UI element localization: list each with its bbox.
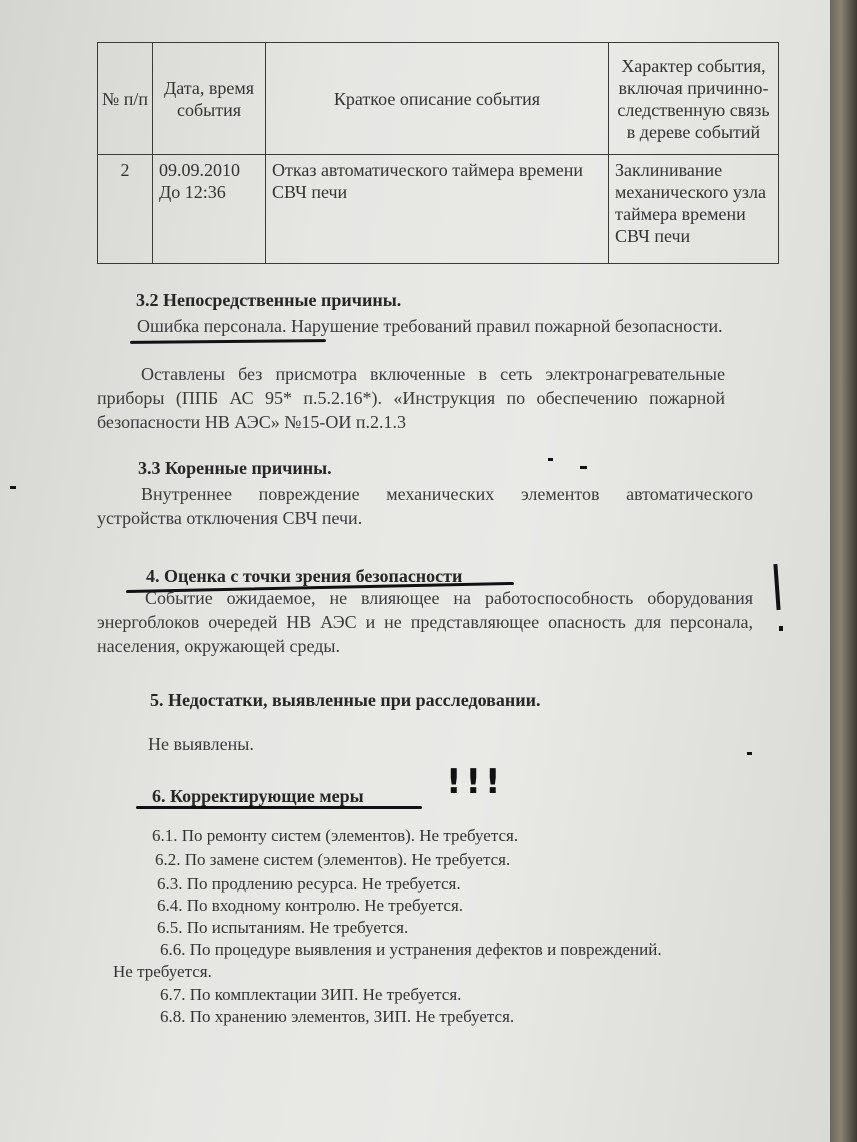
cell-time-value: До 12:36 xyxy=(159,182,226,202)
header-date: Дата, время события xyxy=(153,43,266,155)
list-item: 6.6. По процедуре выявления и устранения дефектов и повреждений. xyxy=(160,940,662,959)
list-item: 6.3. По продлению ресурса. Не требуется. xyxy=(157,874,461,893)
list-item: 6.4. По входному контролю. Не требуется. xyxy=(157,896,464,915)
events-table xyxy=(97,42,779,264)
cell-date xyxy=(153,155,266,264)
list-item: 6.1. По ремонту систем (элементов). Не требуется. xyxy=(152,826,519,845)
list-item: 6.5. По испытаниям. Не требуется. xyxy=(157,918,409,937)
heading-3-3: 3.3 Коренные причины. xyxy=(138,458,332,478)
header-num: № п/п xyxy=(98,43,153,155)
list-item: 6.2. По замене систем (элементов). Не требуется. xyxy=(155,850,511,869)
error-label: Ошибка персонала. xyxy=(137,316,287,336)
table-row xyxy=(98,155,779,264)
error-text: Нарушение требований правил пожарной безопасности. xyxy=(286,316,723,336)
cell-num: 2 xyxy=(98,155,153,264)
list-item: Не требуется. xyxy=(113,962,212,981)
cell-description: Отказ автоматического таймера времени СВЧ печи xyxy=(266,155,609,264)
heading-5: 5. Недостатки, выявленные при расследовании. xyxy=(150,690,541,710)
heading-4: 4. Оценка с точки зрения безопасности xyxy=(146,566,463,586)
handwritten-exclamation-dot xyxy=(779,626,783,631)
header-character: Характер события, включая причинно-следственную связь в дереве событий xyxy=(609,43,779,155)
cell-character: Заклинивание механического узла таймера времени СВЧ печи xyxy=(609,155,779,264)
paragraph-3-2-error xyxy=(97,314,749,338)
stray-pen-mark xyxy=(548,458,553,461)
header-description: Краткое описание события xyxy=(266,43,609,155)
paragraph-3-2-details: Оставлены без присмотра включенные в сеть электронагревательные приборы (ППБ АС 95* п.5.2.16*). «Инструкция по обеспечению пожарной безопасности НВ АЭС» №15-ОИ п.2.1.3 xyxy=(97,364,725,432)
paragraph-3-3: Внутреннее повреждение механических элементов автоматического устройства отключения СВЧ печи. xyxy=(97,484,753,528)
page-edge-shadow xyxy=(830,0,857,1142)
paragraph-5: Не выявлены. xyxy=(148,734,254,754)
paragraph-4: Событие ожидаемое, не влияющее на работоспособность оборудования энергоблоков очередей НВ АЭС и не представляющее опасность для персонала, населения, окружающей среды. xyxy=(97,588,753,656)
stray-pen-mark xyxy=(747,752,752,755)
list-item: 6.8. По хранению элементов, ЗИП. Не требуется. xyxy=(160,1007,515,1026)
stray-pen-mark xyxy=(580,466,587,469)
heading-3-2: 3.2 Непосредственные причины. xyxy=(136,290,402,310)
handwritten-underline xyxy=(136,806,422,809)
list-item: 6.7. По комплектации ЗИП. Не требуется. xyxy=(160,985,462,1004)
stray-pen-mark xyxy=(10,486,16,489)
handwritten-exclamations: !!! xyxy=(446,762,505,802)
cell-date-value: 09.09.2010 xyxy=(159,160,240,180)
heading-6: 6. Корректирующие меры xyxy=(152,786,364,806)
table-header-row xyxy=(98,43,779,155)
